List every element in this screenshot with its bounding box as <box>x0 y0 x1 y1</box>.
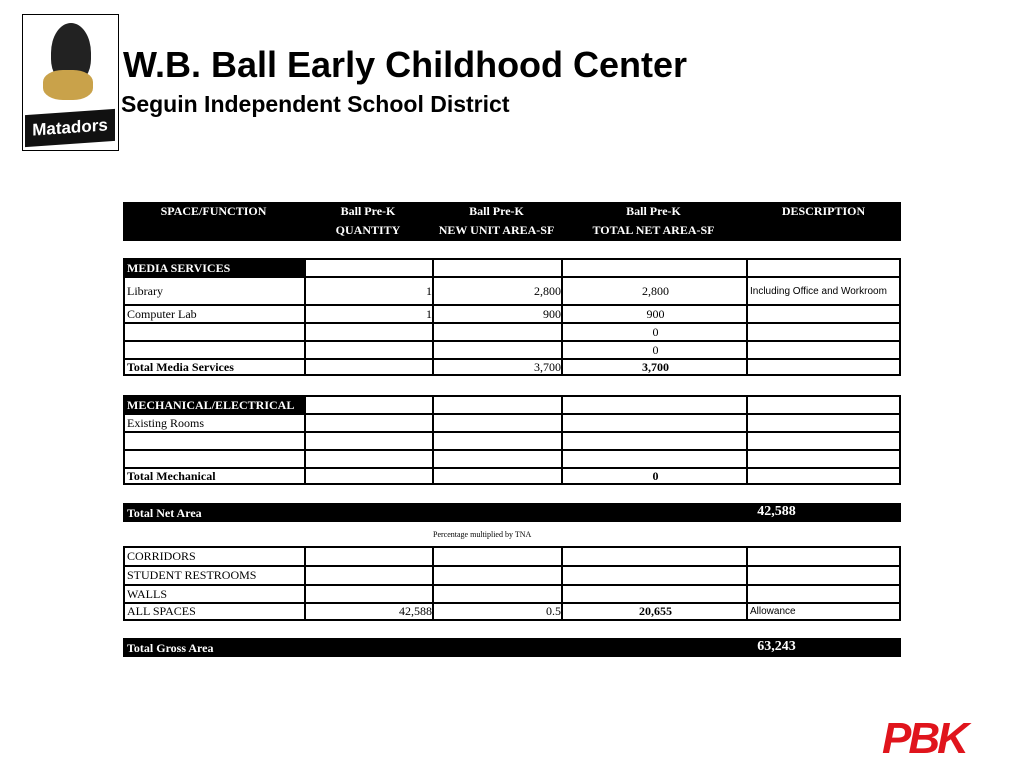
section-header-mechanical <box>123 395 901 413</box>
cell-unit <box>432 340 563 358</box>
cell-unit <box>432 546 563 565</box>
cell-qty <box>304 358 434 376</box>
cell-total <box>561 584 748 603</box>
cell-name: WALLS <box>123 584 306 603</box>
cell-name: Existing Rooms <box>123 413 306 431</box>
cell-total <box>561 546 748 565</box>
cell-total: 0 <box>561 340 748 358</box>
cell-desc <box>746 584 901 603</box>
cell-qty <box>304 340 434 358</box>
cell-qty <box>304 565 434 584</box>
table-row <box>123 431 901 449</box>
page-title: W.B. Ball Early Childhood Center <box>123 44 688 85</box>
cell-name: CORRIDORS <box>123 546 306 565</box>
logo-text: Matadors <box>25 109 115 147</box>
cell-qty: 1 <box>304 276 434 304</box>
total-net-area-value: 42,588 <box>757 504 796 519</box>
col-header-space: SPACE/FUNCTION <box>160 204 267 218</box>
cell-unit <box>432 258 563 276</box>
cell-qty: 1 <box>304 304 434 322</box>
cell-desc <box>746 395 901 413</box>
cell-unit <box>432 322 563 340</box>
total-net-area-label: Total Net Area <box>127 506 202 520</box>
cell-desc <box>746 258 901 276</box>
cell-name <box>123 340 306 358</box>
cell-desc <box>746 431 901 449</box>
cell-total: 20,655 <box>561 602 748 621</box>
cell-total <box>561 395 748 413</box>
cell-total <box>561 413 748 431</box>
cell-unit <box>432 413 563 431</box>
cell-desc: Including Office and Workroom <box>746 276 901 304</box>
col-header-unit-2: NEW UNIT AREA-SF <box>438 223 555 237</box>
cell-qty <box>304 258 434 276</box>
cell-unit <box>432 395 563 413</box>
cell-qty: 42,588 <box>304 602 434 621</box>
pbk-logo: PBK <box>882 714 966 763</box>
cell-unit: 900 <box>432 304 563 322</box>
cell-total <box>561 449 748 467</box>
table-row <box>123 584 901 603</box>
table-row <box>123 304 901 322</box>
cell-total: 0 <box>561 467 748 485</box>
total-row-media <box>123 358 901 376</box>
cell-desc <box>746 322 901 340</box>
cell-qty <box>304 431 434 449</box>
cell-name: STUDENT RESTROOMS <box>123 565 306 584</box>
cell-qty <box>304 395 434 413</box>
total-net-area-bar <box>123 503 901 522</box>
cell-total <box>561 258 748 276</box>
col-header-total-2: TOTAL NET AREA-SF <box>592 223 715 237</box>
section-header-media <box>123 258 901 276</box>
total-gross-area-value: 63,243 <box>757 639 796 654</box>
cell-unit <box>432 467 563 485</box>
cell-name: MEDIA SERVICES <box>123 258 306 276</box>
table-row <box>123 322 901 340</box>
cell-desc <box>746 304 901 322</box>
table-row <box>123 449 901 467</box>
matadors-logo <box>22 14 119 151</box>
cell-qty <box>304 449 434 467</box>
cell-total <box>561 565 748 584</box>
cell-name <box>123 449 306 467</box>
percentage-note: Percentage multiplied by TNA <box>433 530 532 539</box>
cell-name: ALL SPACES <box>123 602 306 621</box>
total-gross-area-label: Total Gross Area <box>127 641 214 655</box>
cell-desc: Allowance <box>746 602 901 621</box>
cell-unit: 0.5 <box>432 602 563 621</box>
cell-desc <box>746 449 901 467</box>
cell-name: Total Media Services <box>123 358 306 376</box>
table-row <box>123 276 901 304</box>
table-row <box>123 565 901 584</box>
cell-qty <box>304 322 434 340</box>
cell-total: 900 <box>561 304 748 322</box>
col-header-description: DESCRIPTION <box>781 204 866 218</box>
cell-desc <box>746 413 901 431</box>
cell-unit <box>432 565 563 584</box>
cell-unit <box>432 449 563 467</box>
table-row <box>123 602 901 621</box>
cell-desc <box>746 546 901 565</box>
cell-total: 3,700 <box>561 358 748 376</box>
cell-name <box>123 431 306 449</box>
cell-name: Library <box>123 276 306 304</box>
cell-unit <box>432 431 563 449</box>
cell-total: 2,800 <box>561 276 748 304</box>
col-header-qty-2: QUANTITY <box>335 223 401 237</box>
cell-name: MECHANICAL/ELECTRICAL <box>123 395 306 413</box>
col-header-qty-1: Ball Pre-K <box>340 204 396 218</box>
cell-qty <box>304 546 434 565</box>
cell-unit: 3,700 <box>432 358 563 376</box>
col-header-total-1: Ball Pre-K <box>626 204 681 218</box>
cell-total: 0 <box>561 322 748 340</box>
cell-desc <box>746 358 901 376</box>
cell-desc <box>746 340 901 358</box>
cell-total <box>561 431 748 449</box>
table-header <box>123 202 901 241</box>
col-header-unit-1: Ball Pre-K <box>469 204 524 218</box>
page-subtitle: Seguin Independent School District <box>121 91 510 117</box>
table-row <box>123 340 901 358</box>
cell-name <box>123 322 306 340</box>
cell-desc <box>746 565 901 584</box>
total-gross-area-bar <box>123 638 901 657</box>
cell-unit <box>432 584 563 603</box>
cell-unit: 2,800 <box>432 276 563 304</box>
cell-qty <box>304 467 434 485</box>
table-row <box>123 413 901 431</box>
table-row <box>123 546 901 565</box>
total-row-mechanical <box>123 467 901 485</box>
cell-desc <box>746 467 901 485</box>
cell-name: Computer Lab <box>123 304 306 322</box>
cell-qty <box>304 413 434 431</box>
cell-name: Total Mechanical <box>123 467 306 485</box>
cell-qty <box>304 584 434 603</box>
